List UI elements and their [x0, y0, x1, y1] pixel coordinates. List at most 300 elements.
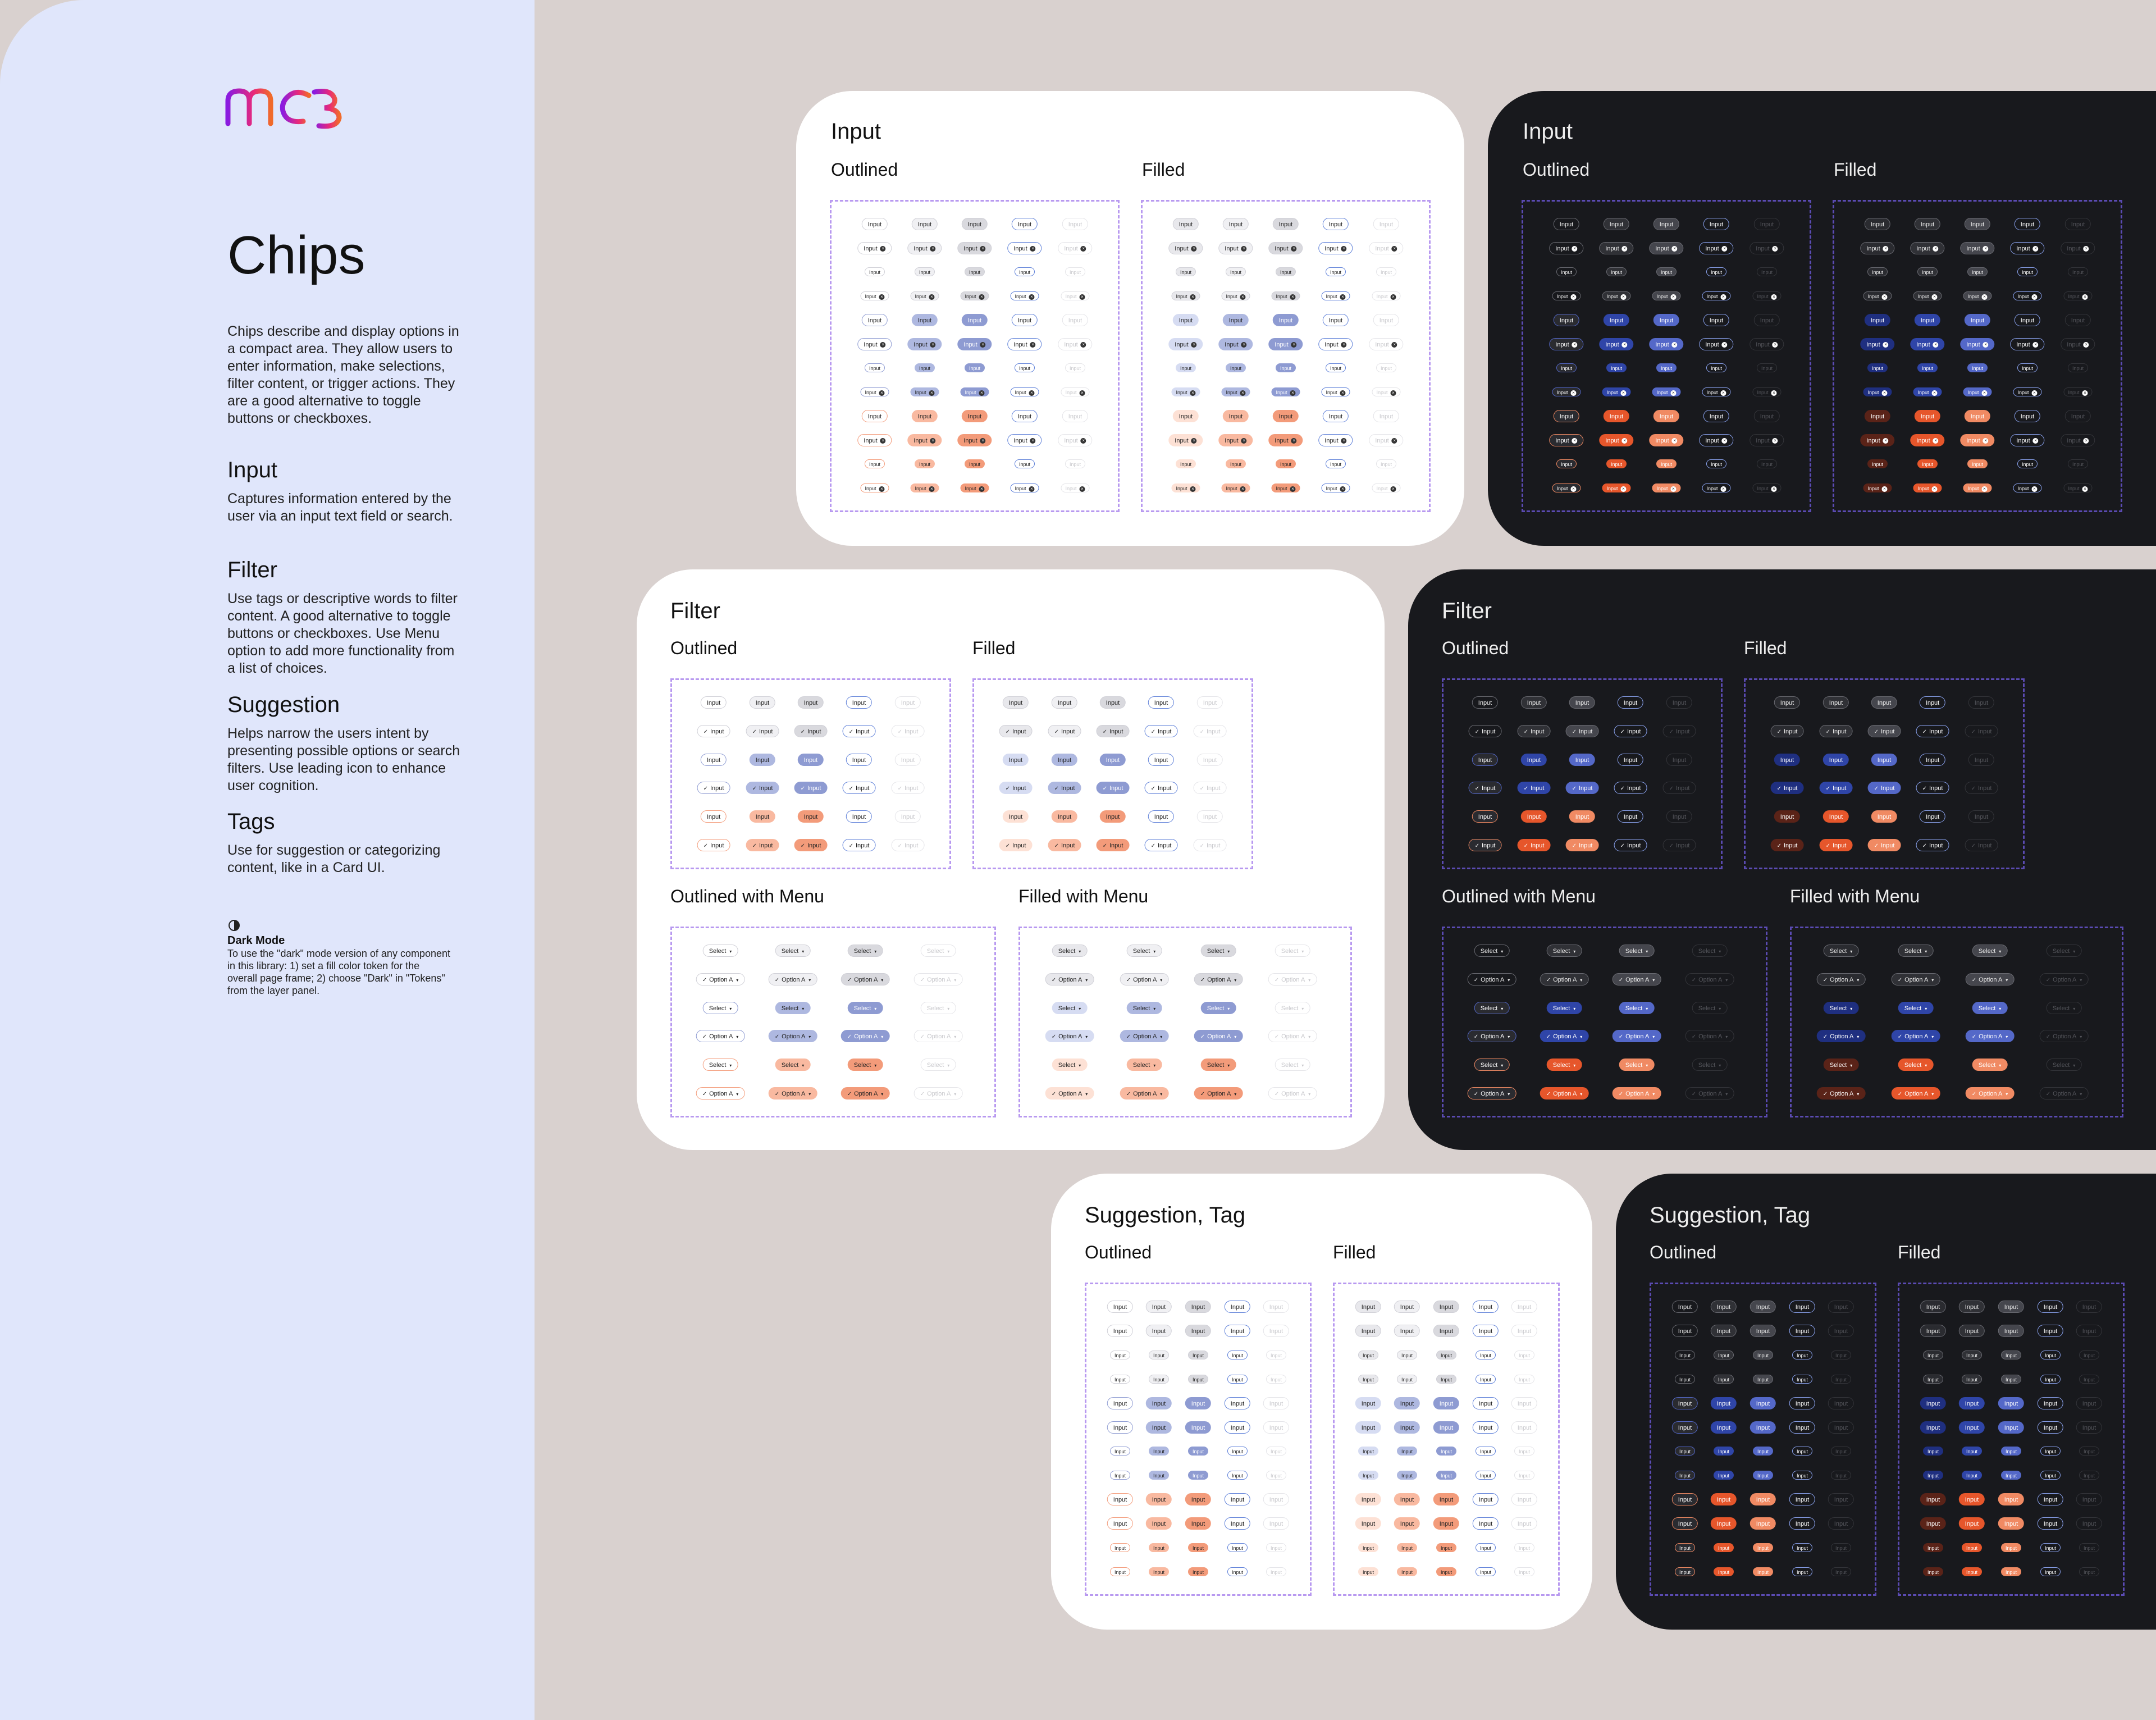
menu-chip[interactable] [1892, 1087, 1940, 1099]
menu-chip[interactable] [1268, 1030, 1317, 1042]
input-chip[interactable] [1960, 242, 1994, 254]
menu-chip[interactable] [848, 945, 883, 957]
filter-chip[interactable] [892, 839, 925, 851]
input-chip[interactable] [1649, 242, 1683, 254]
close-icon[interactable]: × [1341, 246, 1347, 252]
input-chip[interactable] [960, 387, 989, 396]
menu-chip[interactable] [1127, 1059, 1162, 1071]
menu-chip[interactable] [1201, 1059, 1236, 1071]
suggestion-chip[interactable] [1185, 1397, 1211, 1409]
filter-chip[interactable] [843, 839, 876, 851]
filter-chip[interactable] [701, 754, 727, 766]
input-chip[interactable] [1702, 291, 1730, 300]
input-chip[interactable] [1967, 363, 1988, 372]
suggestion-chip[interactable] [1920, 1517, 1946, 1530]
close-icon[interactable]: × [1291, 438, 1297, 444]
suggestion-chip[interactable] [1476, 1471, 1496, 1480]
input-chip[interactable] [1373, 410, 1399, 422]
suggestion-chip[interactable] [1714, 1471, 1734, 1480]
filter-chip[interactable] [1916, 782, 1949, 794]
filter-chip[interactable] [1521, 810, 1547, 823]
suggestion-chip[interactable] [1714, 1567, 1734, 1576]
input-chip[interactable] [1168, 338, 1203, 350]
filter-chip[interactable] [1774, 754, 1800, 766]
filter-chip[interactable] [1566, 782, 1599, 794]
suggestion-chip[interactable] [1711, 1397, 1737, 1409]
filter-chip[interactable] [1048, 782, 1081, 794]
suggestion-chip[interactable] [1514, 1351, 1534, 1359]
close-icon[interactable]: × [1391, 390, 1396, 396]
suggestion-chip[interactable] [1397, 1567, 1417, 1576]
input-chip[interactable] [857, 242, 892, 254]
input-chip[interactable] [1062, 218, 1088, 230]
suggestion-chip[interactable] [1753, 1471, 1773, 1480]
input-chip[interactable] [1318, 242, 1353, 254]
filter-chip[interactable] [798, 754, 824, 766]
input-chip[interactable] [1965, 218, 1990, 230]
input-chip[interactable] [910, 387, 939, 396]
suggestion-chip[interactable] [2076, 1301, 2102, 1313]
menu-chip[interactable] [775, 1059, 811, 1071]
close-icon[interactable]: × [1190, 486, 1196, 492]
input-chip[interactable] [1863, 483, 1892, 492]
suggestion-chip[interactable] [1188, 1567, 1208, 1576]
suggestion-chip[interactable] [1789, 1301, 1815, 1313]
input-chip[interactable] [1369, 338, 1403, 350]
filter-chip[interactable] [750, 696, 775, 709]
input-chip[interactable] [1963, 387, 1991, 396]
suggestion-chip[interactable] [1831, 1543, 1851, 1552]
close-icon[interactable]: × [880, 438, 886, 444]
close-icon[interactable]: × [1671, 486, 1677, 492]
filter-chip[interactable] [1666, 696, 1692, 709]
menu-chip[interactable] [848, 1002, 883, 1014]
input-chip[interactable] [957, 434, 992, 446]
suggestion-chip[interactable] [2001, 1471, 2021, 1480]
filter-chip[interactable] [1518, 782, 1551, 794]
suggestion-chip[interactable] [1831, 1351, 1851, 1359]
suggestion-chip[interactable] [1473, 1517, 1499, 1530]
close-icon[interactable]: × [1721, 390, 1726, 396]
filter-chip[interactable] [798, 696, 824, 709]
filter-chip[interactable] [1968, 696, 1994, 709]
filter-chip[interactable] [1823, 810, 1849, 823]
input-chip[interactable] [1960, 434, 1994, 446]
filter-chip[interactable] [1774, 696, 1800, 709]
suggestion-chip[interactable] [1789, 1325, 1815, 1337]
suggestion-chip[interactable] [1714, 1351, 1734, 1359]
close-icon[interactable]: × [1340, 486, 1346, 492]
filter-chip[interactable] [1052, 754, 1077, 766]
close-icon[interactable]: × [1622, 438, 1628, 444]
suggestion-chip[interactable] [1750, 1517, 1776, 1530]
close-icon[interactable]: × [1622, 246, 1628, 252]
suggestion-chip[interactable] [2001, 1375, 2021, 1384]
input-chip[interactable] [1757, 363, 1777, 372]
suggestion-chip[interactable] [1266, 1375, 1286, 1384]
close-icon[interactable]: × [880, 246, 886, 252]
suggestion-chip[interactable] [1828, 1517, 1854, 1530]
filter-chip[interactable] [1518, 725, 1551, 737]
filter-chip[interactable] [999, 782, 1033, 794]
suggestion-chip[interactable] [1714, 1543, 1734, 1552]
input-chip[interactable] [1376, 267, 1396, 276]
suggestion-chip[interactable] [1263, 1517, 1289, 1530]
menu-chip[interactable] [914, 1030, 963, 1042]
close-icon[interactable]: × [1671, 390, 1677, 396]
suggestion-chip[interactable] [2076, 1517, 2102, 1530]
close-icon[interactable]: × [1191, 438, 1197, 444]
input-chip[interactable] [1606, 363, 1627, 372]
input-chip[interactable] [1750, 434, 1784, 446]
suggestion-chip[interactable] [1263, 1493, 1289, 1505]
menu-chip[interactable] [1052, 945, 1088, 957]
input-chip[interactable] [2010, 242, 2044, 254]
filter-chip[interactable] [794, 839, 828, 851]
input-chip[interactable] [1369, 242, 1403, 254]
menu-chip[interactable] [1892, 973, 1940, 986]
input-chip[interactable] [1171, 291, 1200, 300]
suggestion-chip[interactable] [1473, 1421, 1499, 1434]
close-icon[interactable]: × [2082, 390, 2088, 396]
filter-chip[interactable] [1097, 725, 1130, 737]
input-chip[interactable] [1863, 387, 1892, 396]
menu-chip[interactable] [1052, 1002, 1088, 1014]
menu-chip[interactable] [1685, 1030, 1734, 1042]
input-chip[interactable] [1556, 363, 1577, 372]
suggestion-chip[interactable] [1107, 1517, 1133, 1530]
input-chip[interactable] [1917, 459, 1938, 468]
suggestion-chip[interactable] [2076, 1325, 2102, 1337]
suggestion-chip[interactable] [1433, 1493, 1459, 1505]
filter-chip[interactable] [1614, 839, 1647, 851]
input-chip[interactable] [1271, 483, 1300, 492]
input-chip[interactable] [1376, 459, 1396, 468]
input-chip[interactable] [907, 338, 942, 350]
input-chip[interactable] [1965, 410, 1990, 422]
suggestion-chip[interactable] [1436, 1375, 1456, 1384]
suggestion-chip[interactable] [2038, 1493, 2063, 1505]
close-icon[interactable]: × [1932, 294, 1938, 300]
filter-chip[interactable] [1871, 696, 1897, 709]
suggestion-chip[interactable] [1149, 1375, 1169, 1384]
menu-chip[interactable] [1474, 1059, 1510, 1071]
suggestion-chip[interactable] [1355, 1325, 1381, 1337]
suggestion-chip[interactable] [1397, 1471, 1417, 1480]
suggestion-chip[interactable] [1998, 1421, 2024, 1434]
input-chip[interactable] [965, 459, 985, 468]
suggestion-chip[interactable] [1110, 1447, 1130, 1456]
suggestion-chip[interactable] [1266, 1543, 1286, 1552]
filter-chip[interactable] [895, 754, 921, 766]
suggestion-chip[interactable] [1672, 1397, 1698, 1409]
close-icon[interactable]: × [1932, 390, 1938, 396]
close-icon[interactable]: × [1391, 486, 1396, 492]
close-icon[interactable]: × [929, 390, 935, 396]
input-chip[interactable] [1268, 338, 1303, 350]
input-chip[interactable] [2017, 459, 2038, 468]
input-chip[interactable] [1326, 267, 1346, 276]
filter-chip[interactable] [1472, 810, 1498, 823]
close-icon[interactable]: × [979, 486, 985, 492]
input-chip[interactable] [1326, 363, 1346, 372]
input-chip[interactable] [1602, 387, 1630, 396]
suggestion-chip[interactable] [1227, 1447, 1248, 1456]
input-chip[interactable] [1221, 291, 1250, 300]
suggestion-chip[interactable] [1436, 1447, 1456, 1456]
suggestion-chip[interactable] [2040, 1567, 2061, 1576]
suggestion-chip[interactable] [1185, 1325, 1211, 1337]
input-chip[interactable] [912, 314, 938, 326]
menu-chip[interactable] [1817, 1030, 1866, 1042]
menu-chip[interactable] [1194, 1030, 1243, 1042]
filter-chip[interactable] [1521, 696, 1547, 709]
filter-chip[interactable] [1100, 696, 1126, 709]
suggestion-chip[interactable] [1476, 1351, 1496, 1359]
suggestion-chip[interactable] [1714, 1447, 1734, 1456]
suggestion-chip[interactable] [1358, 1375, 1378, 1384]
filter-chip[interactable] [746, 725, 779, 737]
input-chip[interactable] [857, 434, 892, 446]
suggestion-chip[interactable] [1188, 1543, 1208, 1552]
close-icon[interactable]: × [2032, 486, 2038, 492]
filter-chip[interactable] [750, 810, 775, 823]
suggestion-chip[interactable] [1998, 1301, 2024, 1313]
menu-chip[interactable] [2047, 1059, 2082, 1071]
input-chip[interactable] [857, 338, 892, 350]
input-chip[interactable] [1702, 483, 1730, 492]
input-chip[interactable] [1323, 314, 1349, 326]
suggestion-chip[interactable] [1750, 1493, 1776, 1505]
suggestion-chip[interactable] [1225, 1517, 1250, 1530]
filter-chip[interactable] [1148, 810, 1174, 823]
suggestion-chip[interactable] [2038, 1517, 2063, 1530]
suggestion-chip[interactable] [1923, 1351, 1943, 1359]
input-chip[interactable] [957, 242, 992, 254]
close-icon[interactable]: × [1571, 390, 1577, 396]
suggestion-chip[interactable] [1355, 1421, 1381, 1434]
menu-chip[interactable] [921, 1059, 956, 1071]
filter-chip[interactable] [1469, 839, 1502, 851]
filter-chip[interactable] [1618, 696, 1643, 709]
suggestion-chip[interactable] [1750, 1301, 1776, 1313]
input-chip[interactable] [1965, 314, 1990, 326]
input-chip[interactable] [1599, 338, 1633, 350]
suggestion-chip[interactable] [1476, 1375, 1496, 1384]
filter-chip[interactable] [1048, 839, 1081, 851]
close-icon[interactable]: × [2032, 390, 2038, 396]
filter-chip[interactable] [1145, 782, 1178, 794]
filter-chip[interactable] [1916, 839, 1949, 851]
close-icon[interactable]: × [1622, 342, 1628, 348]
filter-chip[interactable] [1666, 754, 1692, 766]
menu-chip[interactable] [841, 973, 890, 986]
close-icon[interactable]: × [1773, 246, 1778, 252]
close-icon[interactable]: × [1240, 486, 1246, 492]
input-chip[interactable] [1173, 218, 1199, 230]
input-chip[interactable] [1318, 338, 1353, 350]
menu-chip[interactable] [1966, 1087, 2015, 1099]
filter-chip[interactable] [1100, 810, 1126, 823]
input-chip[interactable] [1549, 242, 1583, 254]
suggestion-chip[interactable] [2001, 1567, 2021, 1576]
input-chip[interactable] [962, 314, 988, 326]
suggestion-chip[interactable] [1149, 1351, 1169, 1359]
input-chip[interactable] [1656, 363, 1677, 372]
filter-chip[interactable] [895, 696, 921, 709]
suggestion-chip[interactable] [1397, 1447, 1417, 1456]
close-icon[interactable]: × [1080, 390, 1085, 396]
input-chip[interactable] [2068, 459, 2088, 468]
input-chip[interactable] [1917, 363, 1938, 372]
close-icon[interactable]: × [1672, 246, 1678, 252]
input-chip[interactable] [1012, 410, 1038, 422]
suggestion-chip[interactable] [1514, 1543, 1534, 1552]
suggestion-chip[interactable] [2001, 1351, 2021, 1359]
input-chip[interactable] [915, 267, 935, 276]
menu-chip[interactable] [1692, 945, 1728, 957]
close-icon[interactable]: × [1240, 390, 1246, 396]
suggestion-chip[interactable] [1511, 1421, 1537, 1434]
menu-chip[interactable] [1619, 945, 1655, 957]
menu-chip[interactable] [1127, 945, 1162, 957]
input-chip[interactable] [1599, 242, 1633, 254]
menu-chip[interactable] [1685, 1087, 1734, 1099]
input-chip[interactable] [1754, 218, 1780, 230]
filter-chip[interactable] [1868, 782, 1901, 794]
suggestion-chip[interactable] [1675, 1375, 1695, 1384]
input-chip[interactable] [1373, 218, 1399, 230]
suggestion-chip[interactable] [1188, 1351, 1208, 1359]
filter-chip[interactable] [1003, 810, 1029, 823]
suggestion-chip[interactable] [1789, 1421, 1815, 1434]
filter-chip[interactable] [1614, 725, 1647, 737]
filter-chip[interactable] [1663, 725, 1696, 737]
input-chip[interactable] [910, 483, 939, 492]
menu-chip[interactable] [921, 945, 956, 957]
close-icon[interactable]: × [1983, 246, 1989, 252]
menu-chip[interactable] [775, 1002, 811, 1014]
input-chip[interactable] [915, 459, 935, 468]
close-icon[interactable]: × [1572, 342, 1578, 348]
suggestion-chip[interactable] [1355, 1493, 1381, 1505]
input-chip[interactable] [1652, 291, 1680, 300]
close-icon[interactable]: × [880, 342, 886, 348]
menu-chip[interactable] [1613, 1087, 1661, 1099]
input-chip[interactable] [1604, 218, 1629, 230]
input-chip[interactable] [962, 218, 988, 230]
input-chip[interactable] [1061, 483, 1089, 492]
suggestion-chip[interactable] [1185, 1421, 1211, 1434]
suggestion-chip[interactable] [2079, 1567, 2099, 1576]
suggestion-chip[interactable] [1792, 1567, 1812, 1576]
close-icon[interactable]: × [1983, 438, 1989, 444]
menu-chip[interactable] [1692, 1002, 1728, 1014]
input-chip[interactable] [860, 387, 889, 396]
input-chip[interactable] [1699, 434, 1733, 446]
filter-chip[interactable] [1052, 696, 1077, 709]
suggestion-chip[interactable] [1920, 1421, 1946, 1434]
close-icon[interactable]: × [930, 246, 936, 252]
suggestion-chip[interactable] [1962, 1543, 1982, 1552]
menu-chip[interactable] [1045, 1030, 1094, 1042]
close-icon[interactable]: × [1290, 294, 1296, 300]
close-icon[interactable]: × [1291, 342, 1297, 348]
input-chip[interactable] [2068, 363, 2088, 372]
close-icon[interactable]: × [1191, 246, 1197, 252]
input-chip[interactable] [1656, 267, 1677, 276]
input-chip[interactable] [1860, 338, 1894, 350]
filter-chip[interactable] [1566, 839, 1599, 851]
input-chip[interactable] [1010, 291, 1039, 300]
suggestion-chip[interactable] [1358, 1447, 1378, 1456]
filter-chip[interactable] [1052, 810, 1077, 823]
suggestion-chip[interactable] [1511, 1325, 1537, 1337]
suggestion-chip[interactable] [1672, 1493, 1698, 1505]
close-icon[interactable]: × [979, 294, 985, 300]
suggestion-chip[interactable] [1675, 1471, 1695, 1480]
suggestion-chip[interactable] [1263, 1301, 1289, 1313]
suggestion-chip[interactable] [1227, 1351, 1248, 1359]
input-chip[interactable] [1556, 267, 1577, 276]
close-icon[interactable]: × [2033, 438, 2039, 444]
input-chip[interactable] [1271, 387, 1300, 396]
input-chip[interactable] [1913, 483, 1942, 492]
input-chip[interactable] [1273, 410, 1299, 422]
suggestion-chip[interactable] [1962, 1351, 1982, 1359]
input-chip[interactable] [912, 410, 938, 422]
input-chip[interactable] [912, 218, 938, 230]
input-chip[interactable] [1171, 387, 1200, 396]
close-icon[interactable]: × [1883, 438, 1889, 444]
suggestion-chip[interactable] [1263, 1397, 1289, 1409]
close-icon[interactable]: × [1932, 486, 1938, 492]
suggestion-chip[interactable] [1476, 1447, 1496, 1456]
suggestion-chip[interactable] [1753, 1567, 1773, 1576]
menu-chip[interactable] [1275, 945, 1310, 957]
close-icon[interactable]: × [1290, 390, 1296, 396]
filter-chip[interactable] [1148, 696, 1174, 709]
suggestion-chip[interactable] [1828, 1421, 1854, 1434]
input-chip[interactable] [1606, 267, 1627, 276]
input-chip[interactable] [1221, 483, 1250, 492]
close-icon[interactable]: × [1081, 438, 1086, 444]
suggestion-chip[interactable] [1675, 1567, 1695, 1576]
suggestion-chip[interactable] [1358, 1351, 1378, 1359]
suggestion-chip[interactable] [1511, 1517, 1537, 1530]
input-chip[interactable] [1268, 242, 1303, 254]
menu-chip[interactable] [1474, 1002, 1510, 1014]
suggestion-chip[interactable] [1436, 1471, 1456, 1480]
filter-chip[interactable] [1771, 725, 1804, 737]
input-chip[interactable] [1602, 291, 1630, 300]
filter-chip[interactable] [798, 810, 824, 823]
menu-chip[interactable] [1268, 973, 1317, 986]
suggestion-chip[interactable] [1959, 1397, 1985, 1409]
suggestion-chip[interactable] [1828, 1397, 1854, 1409]
input-chip[interactable] [960, 483, 989, 492]
close-icon[interactable]: × [1882, 390, 1888, 396]
input-chip[interactable] [2010, 434, 2044, 446]
suggestion-chip[interactable] [1962, 1567, 1982, 1576]
input-chip[interactable] [1372, 483, 1400, 492]
close-icon[interactable]: × [1771, 390, 1777, 396]
input-chip[interactable] [1176, 267, 1196, 276]
input-chip[interactable] [1915, 410, 1940, 422]
suggestion-chip[interactable] [2079, 1447, 2099, 1456]
suggestion-chip[interactable] [1394, 1421, 1420, 1434]
menu-chip[interactable] [1685, 973, 1734, 986]
